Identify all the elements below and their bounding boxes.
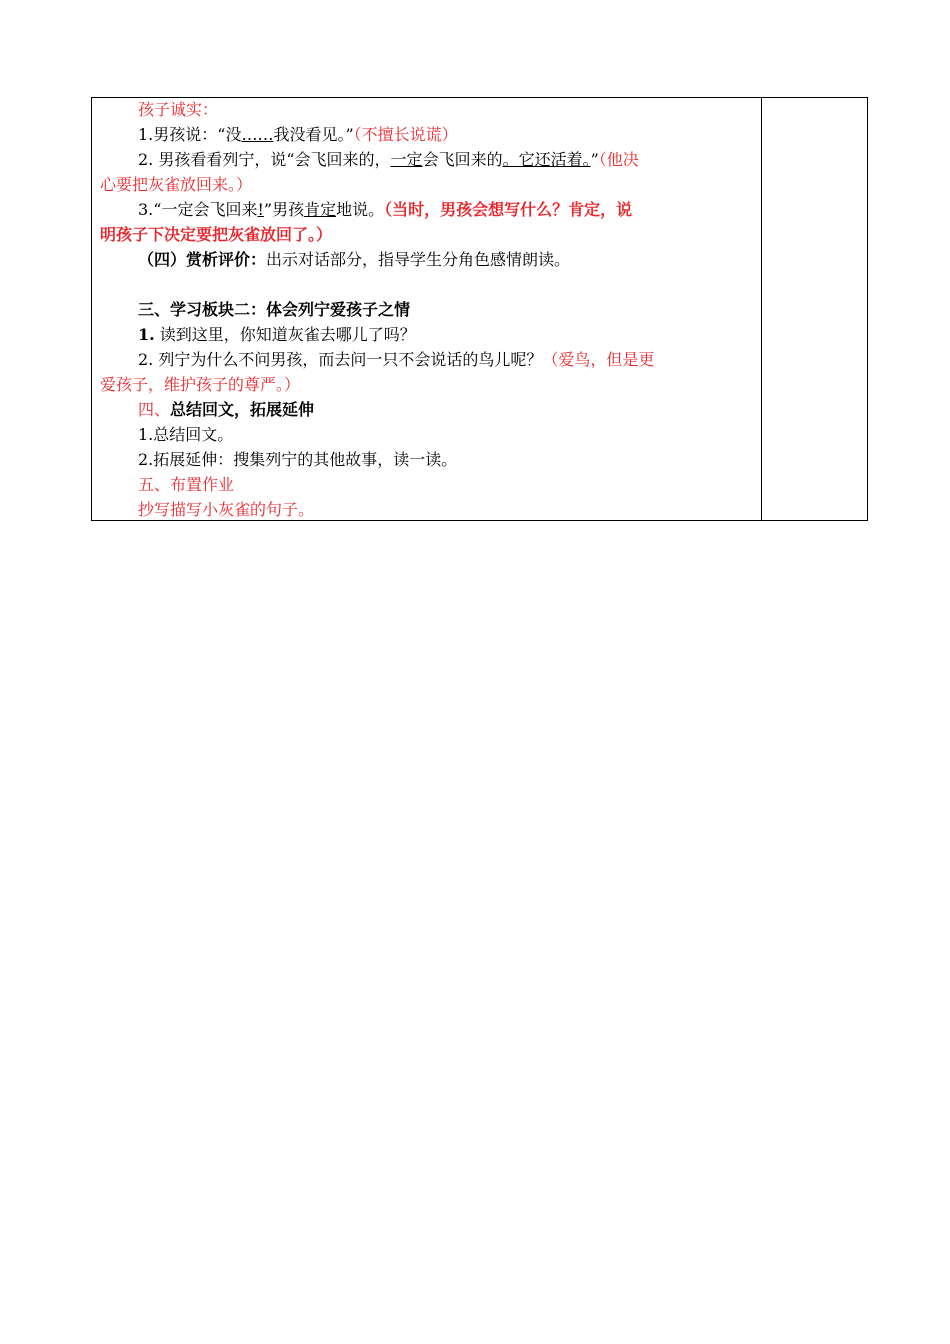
heading-text: 五、布置作业 [138, 475, 235, 494]
underlined-text: 一定 [390, 150, 423, 169]
summary-line-1 [92, 423, 755, 447]
annotation-text: （他决 [598, 150, 639, 169]
homework-line [92, 498, 755, 522]
notes-cell [762, 98, 867, 520]
underlined-text: 肯定 [304, 200, 337, 219]
underlined-text: 。它还活着。 [502, 150, 591, 169]
annotation-text: 爱孩子，维护孩子的尊严。） [100, 375, 301, 394]
annotation-text: 明孩子下决定要把灰雀放回了。） [100, 225, 333, 244]
line-text: ” [590, 150, 599, 169]
underlined-text: ! [257, 200, 264, 219]
annotation-text: （爱鸟，但是更 [542, 350, 655, 369]
heading-text: 孩子诚实： [138, 100, 219, 119]
dialogue-line-3 [92, 198, 755, 222]
annotation-text: （不擅长说谎） [353, 125, 458, 144]
underlined-text: …… [241, 125, 274, 144]
annotation-text: （当时，男孩会想写什么？肯定，说 [384, 200, 633, 219]
line-text: 2.拓展延伸：搜集列宁的其他故事，读一读。 [138, 450, 458, 469]
annotation-text: 心要把灰雀放回来。） [100, 175, 253, 194]
dialogue-line-1 [92, 123, 755, 147]
annotation-continuation [92, 223, 755, 247]
section-heading-four [92, 398, 755, 422]
section-heading-three [92, 298, 755, 322]
line-text: 读到这里，你知道灰雀去哪儿了吗？ [154, 325, 416, 344]
question-line-2 [92, 348, 755, 372]
line-text: 1.男孩说：“没 [138, 125, 242, 144]
lesson-content-cell [92, 98, 762, 520]
section-heading-honest [92, 98, 755, 122]
line-text: 出示对话部分，指导学生分角色感情朗读。 [266, 250, 571, 269]
section-heading-five [92, 473, 755, 497]
appreciation-line [92, 248, 755, 272]
lesson-plan-table [91, 97, 868, 521]
heading-number: 四、 [138, 400, 171, 419]
annotation-continuation [92, 173, 755, 197]
heading-text: 三、学习板块二：体会列宁爱孩子之情 [138, 300, 411, 319]
dialogue-line-2 [92, 148, 755, 172]
line-text: 3.“一定会飞回来 [138, 200, 258, 219]
question-line-1 [92, 323, 755, 347]
annotation-continuation [92, 373, 755, 397]
subheading-text: （四）赏析评价： [138, 250, 267, 269]
line-text: 抄写描写小灰雀的句子。 [138, 500, 315, 519]
item-number: 1. [138, 325, 155, 344]
line-text: ”男孩 [263, 200, 305, 219]
line-text: 2. 列宁为什么不问男孩，而去问一只不会说话的鸟儿呢？ [138, 350, 543, 369]
line-text: 2. 男孩看看列宁，说“会飞回来的， [138, 150, 391, 169]
line-text: 1.总结回文。 [138, 425, 234, 444]
line-text: 会飞回来的 [422, 150, 503, 169]
summary-line-2 [92, 448, 755, 472]
line-text: 我没看见。” [273, 125, 354, 144]
line-text: 地说。 [336, 200, 385, 219]
heading-text: 总结回文，拓展延伸 [170, 400, 315, 419]
